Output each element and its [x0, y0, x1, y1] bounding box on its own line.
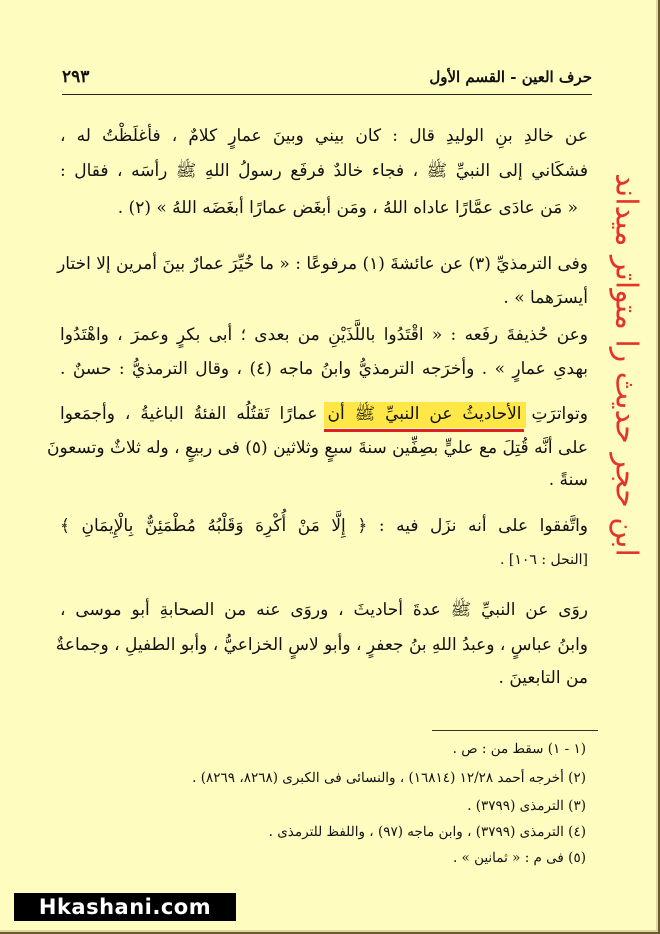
- body-line: فشكَاني إلى النبيِّ ﷺ ، فجاء خالدٌ فرفَع رسولُ اللهِ ﷺ رأسَه ، فقال :: [60, 161, 588, 181]
- page-number: ٢٩٣: [62, 67, 90, 87]
- body-line: على أنَّه قُتِلَ مع عليٍّ بصِفِّين سنةَ سبعٍ وثلاثين (٥) فى ربيعٍ ، وله ثلاثٌ وتسعونَ: [46, 438, 588, 458]
- body-line: سنةً .: [548, 470, 588, 490]
- body-line: وعن حُذيفةَ رفَعه : « اقْتَدُوا باللَّذَيْنِ من بعدى ؛ أبى بكرٍ وعمرَ ، واهْتَدُوا: [60, 325, 588, 345]
- footnote: (١ - ١) سقط من : ص .: [452, 741, 586, 757]
- verse-reference: [النحل : ١٠٦] .: [499, 552, 588, 568]
- page-header: [62, 62, 592, 92]
- footnote: (٤) الترمذى (٣٧٩٩) ، وابن ماجه (٩٧) ، واللفظ للترمذى .: [268, 824, 586, 840]
- body-line: أيسرَهما » .: [503, 288, 588, 308]
- side-note-text: ابن حجر حدیث را متواتر میداند: [608, 173, 644, 557]
- body-line: روَى عن النبيِّ ﷺ عدةَ أحاديثَ ، وروَى عنه من الصحابةِ أبو موسى ،: [60, 600, 588, 620]
- body-line: من التابعينَ .: [498, 668, 588, 688]
- body-line: وابنُ عباسٍ ، وعبدُ اللهِ بنُ جعفرٍ ، وأبو لاسٍ الخزاعيُّ ، وأبو الطفيلِ ، وجماعةٌ: [55, 635, 588, 655]
- body-line: « مَن عادَى عمَّارًا عاداه اللهُ ، ومَن أبغَض عمارًا أبغَضَه اللهُ » (٢) .: [117, 198, 578, 218]
- footnote-rule: [432, 730, 598, 731]
- body-line: وتواترَتِ الأحاديثُ عن النبيِّ ﷺ أن عمارًا تَقتُلُه الفئةُ الباغيةُ ، وأجمَعوا: [60, 404, 588, 424]
- footnote: (٥) فى م : « ثمانين » .: [452, 850, 586, 866]
- red-underline: [324, 429, 524, 432]
- running-title: حرف العين - القسم الأول: [429, 68, 592, 86]
- footnote: (٢) أخرجه أحمد ١٢/٢٨ (١٦٨١٤) ، والنسائى فى الكبرى (٨٢٦٨، ٨٢٦٩) .: [192, 770, 586, 786]
- body-line: عن خالدِ بنِ الوليدِ قال : كان بيني وبينَ عمارٍ كلامٌ ، فأغلَظْتُ له ،: [60, 126, 588, 146]
- footnote: (٣) الترمذى (٣٧٩٩) .: [467, 798, 586, 814]
- handwritten-side-note: [601, 95, 651, 635]
- header-rule: [62, 94, 592, 95]
- quran-verse-line: واتَّفقوا على أنه نزَل فيه : ﴿ إِلَّا مَنْ أُكْرِهَ وَقَلْبُهُ مُطْمَئِنٌّ بِالْإِيمَانِ ﴾: [60, 516, 588, 536]
- site-watermark: Hkashani.com: [14, 893, 236, 921]
- body-line: وفى الترمذيِّ (٣) عن عائشةَ (١) مرفوعًا : « ما خُيِّرَ عمارٌ بينَ أمرين إلا اختار: [57, 254, 588, 274]
- body-line: بهدىِ عمارٍ » . وأخرَجه الترمذيُّ وابنُ ماجه (٤) ، وقال الترمذيُّ : حسنٌ .: [60, 359, 589, 379]
